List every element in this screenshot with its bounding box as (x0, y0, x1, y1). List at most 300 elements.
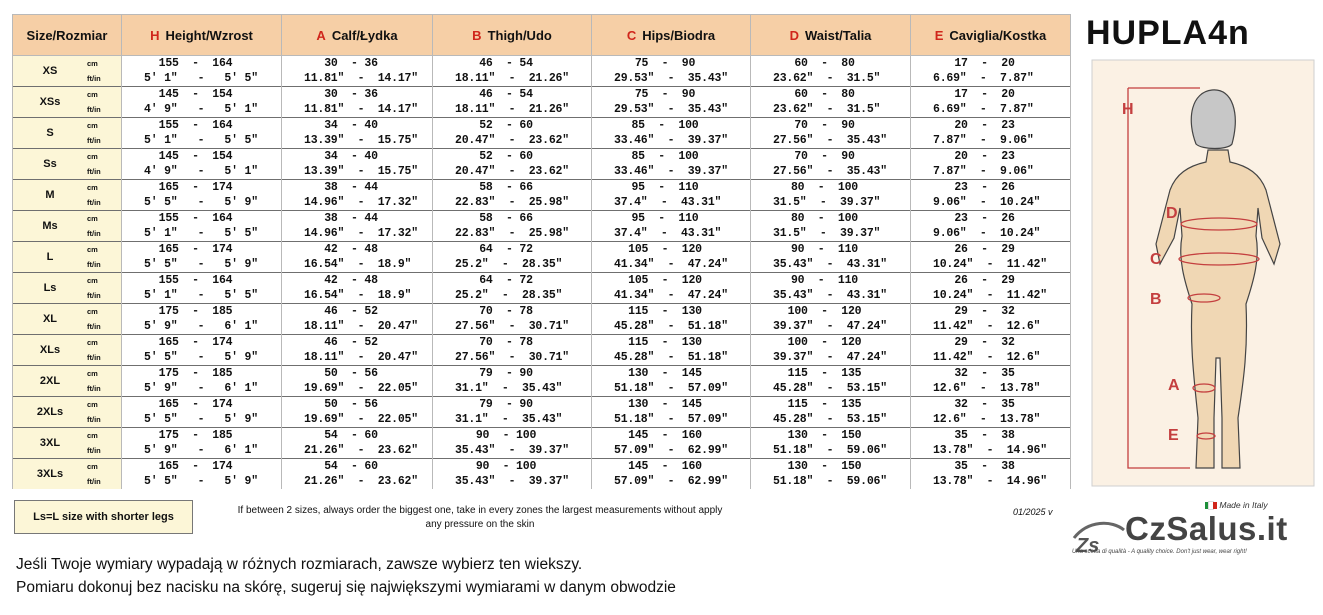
value-inches: 13.78" - 14.96" (933, 475, 1047, 488)
size-label: 3XLs (36, 468, 64, 480)
value-cm: 26 - 29 (954, 243, 1015, 256)
unit-labels (87, 56, 113, 86)
table-row (13, 118, 1071, 149)
sizing-note-english (200, 504, 760, 532)
unit-labels (87, 87, 113, 117)
value-cm: 75 - 90 (634, 88, 696, 101)
value-inches: 35.43" - 39.37" (455, 444, 569, 457)
value-cm: 52 - 60 (479, 150, 533, 163)
ankle-cell (911, 242, 1071, 273)
value-cm: 23 - 26 (954, 181, 1015, 194)
ankle-cell (911, 397, 1071, 428)
ankle-cell (911, 459, 1071, 490)
value-cm: 105 - 120 (628, 243, 702, 256)
value-cm: 46 - 52 (324, 305, 378, 318)
unit-cm: cm (87, 59, 98, 68)
value-cm: 130 - 145 (628, 398, 702, 411)
value-inches: 16.54" - 18.9" (304, 258, 412, 271)
value-inches: 10.24" - 11.42" (933, 258, 1047, 271)
value-cm: 130 - 145 (628, 367, 702, 380)
value-cm: 60 - 80 (794, 57, 855, 70)
size-cell (13, 211, 122, 242)
thigh-cell (433, 335, 592, 366)
height-cell (122, 366, 282, 397)
value-inches: 10.24" - 11.42" (933, 289, 1047, 302)
value-inches: 27.56" - 30.71" (455, 320, 569, 333)
unit-labels (87, 273, 113, 303)
value-inches: 11.42" - 12.6" (933, 320, 1041, 333)
body-measurement-figure (1090, 58, 1316, 488)
unit-ftin: ft/in (87, 229, 101, 238)
value-inches: 12.6" - 13.78" (933, 382, 1041, 395)
value-cm: 80 - 100 (790, 212, 858, 225)
value-inches: 18.11" - 20.47" (304, 351, 418, 364)
ankle-cell (911, 87, 1071, 118)
calf-cell (282, 211, 433, 242)
value-inches: 35.43" - 43.31" (773, 258, 887, 271)
value-inches: 5' 5" - 5' 9" (144, 475, 258, 488)
value-cm: 52 - 60 (479, 119, 533, 132)
unit-cm: cm (87, 276, 98, 285)
size-cell (13, 459, 122, 490)
ankle-cell (911, 56, 1071, 87)
unit-cm: cm (87, 338, 98, 347)
waist-cell (751, 56, 911, 87)
ankle-cell (911, 149, 1071, 180)
calf-cell (282, 242, 433, 273)
height-cell (122, 87, 282, 118)
value-cm: 70 - 90 (794, 119, 855, 132)
value-inches: 4' 9" - 5' 1" (144, 103, 258, 116)
value-cm: 54 - 60 (324, 429, 378, 442)
size-cell (13, 149, 122, 180)
waist-cell (751, 273, 911, 304)
value-inches: 51.18" - 59.06" (773, 444, 887, 457)
value-cm: 26 - 29 (954, 274, 1015, 287)
value-cm: 100 - 120 (787, 336, 862, 349)
value-inches: 22.83" - 25.98" (455, 227, 569, 240)
thigh-cell (433, 149, 592, 180)
table-row (13, 397, 1071, 428)
table-header-row (13, 15, 1071, 56)
header-label: Thigh/Udo (487, 27, 552, 43)
value-inches: 57.09" - 62.99" (614, 444, 728, 457)
size-label: Ls (43, 282, 57, 294)
unit-cm: cm (87, 121, 98, 130)
value-inches: 11.81" - 14.17" (304, 72, 418, 85)
value-cm: 64 - 72 (479, 243, 533, 256)
table-row (13, 242, 1071, 273)
size-cell (13, 242, 122, 273)
value-inches: 5' 5" - 5' 9" (144, 413, 258, 426)
value-cm: 145 - 154 (158, 150, 233, 163)
table-row (13, 149, 1071, 180)
waist-cell (751, 180, 911, 211)
value-inches: 29.53" - 35.43" (614, 72, 728, 85)
calf-cell (282, 118, 433, 149)
value-cm: 46 - 54 (479, 88, 533, 101)
value-cm: 38 - 44 (324, 181, 378, 194)
unit-labels (87, 242, 113, 272)
value-cm: 115 - 135 (787, 367, 862, 380)
value-cm: 95 - 110 (631, 212, 699, 225)
header-label: Height/Wzrost (165, 27, 253, 43)
ankle-cell (911, 304, 1071, 335)
size-cell (13, 397, 122, 428)
size-label: 2XL (39, 375, 61, 387)
height-cell (122, 459, 282, 490)
value-inches: 11.42" - 12.6" (933, 351, 1041, 364)
unit-ftin: ft/in (87, 353, 101, 362)
value-cm: 79 - 90 (479, 367, 533, 380)
value-inches: 45.28" - 51.18" (614, 320, 728, 333)
value-cm: 90 - 100 (475, 429, 537, 442)
size-label: L (46, 251, 54, 263)
hips-cell (592, 273, 751, 304)
hips-cell (592, 149, 751, 180)
hips-cell (592, 459, 751, 490)
ankle-cell (911, 335, 1071, 366)
height-cell (122, 335, 282, 366)
value-inches: 27.56" - 35.43" (773, 165, 887, 178)
value-inches: 13.39" - 15.75" (304, 165, 418, 178)
unit-cm: cm (87, 90, 98, 99)
size-cell (13, 87, 122, 118)
made-in-italy (1205, 500, 1268, 510)
polish-note-line-1: Jeśli Twoje wymiary wypadają w różnych rozmiarach, zawsze wybierz ten wiekszy. (16, 556, 583, 573)
value-cm: 75 - 90 (634, 57, 696, 70)
thigh-cell (433, 56, 592, 87)
size-label: Ms (42, 220, 58, 232)
value-cm: 64 - 72 (479, 274, 533, 287)
value-inches: 31.1" - 35.43" (455, 413, 563, 426)
size-cell (13, 273, 122, 304)
logo-mark: Zs (1076, 535, 1100, 557)
size-label: XL (42, 313, 58, 325)
calf-cell (282, 335, 433, 366)
thigh-cell (433, 366, 592, 397)
value-inches: 35.43" - 39.37" (455, 475, 569, 488)
size-label: S (46, 127, 54, 139)
value-cm: 115 - 130 (628, 305, 702, 318)
value-inches: 20.47" - 23.62" (455, 134, 569, 147)
legend-box: Ls=L size with shorter legs (14, 500, 193, 534)
unit-cm: cm (87, 400, 98, 409)
value-inches: 7.87" - 9.06" (933, 165, 1034, 178)
unit-ftin: ft/in (87, 260, 101, 269)
waist-cell (751, 118, 911, 149)
value-cm: 145 - 154 (158, 88, 233, 101)
value-cm: 105 - 120 (628, 274, 702, 287)
value-inches: 51.18" - 59.06" (773, 475, 887, 488)
value-cm: 95 - 110 (631, 181, 699, 194)
value-inches: 27.56" - 30.71" (455, 351, 569, 364)
value-inches: 14.96" - 17.32" (304, 196, 418, 209)
value-inches: 39.37" - 47.24" (773, 351, 887, 364)
value-cm: 85 - 100 (631, 119, 699, 132)
value-inches: 9.06" - 10.24" (933, 196, 1041, 209)
value-inches: 5' 5" - 5' 9" (144, 351, 258, 364)
unit-labels (87, 180, 113, 210)
value-cm: 34 - 40 (324, 150, 378, 163)
value-inches: 19.69" - 22.05" (304, 413, 418, 426)
thigh-cell (433, 273, 592, 304)
value-inches: 13.78" - 14.96" (933, 444, 1047, 457)
value-cm: 155 - 164 (158, 274, 233, 287)
value-cm: 20 - 23 (954, 150, 1015, 163)
value-cm: 70 - 90 (794, 150, 855, 163)
calf-cell (282, 459, 433, 490)
height-column-header (122, 15, 282, 56)
table-row (13, 180, 1071, 211)
size-cell (13, 428, 122, 459)
value-cm: 58 - 66 (479, 181, 533, 194)
value-inches: 25.2" - 28.35" (455, 258, 563, 271)
sizing-note-polish (16, 553, 676, 599)
value-cm: 30 - 36 (324, 57, 378, 70)
height-cell (122, 180, 282, 211)
figure-label-h: H (1122, 101, 1134, 118)
waist-cell (751, 397, 911, 428)
value-inches: 45.28" - 51.18" (614, 351, 728, 364)
value-inches: 13.39" - 15.75" (304, 134, 418, 147)
hips-cell (592, 397, 751, 428)
waist-cell (751, 459, 911, 490)
thigh-cell (433, 304, 592, 335)
value-inches: 22.83" - 25.98" (455, 196, 569, 209)
unit-ftin: ft/in (87, 136, 101, 145)
thigh-cell (433, 397, 592, 428)
hips-cell (592, 242, 751, 273)
waist-cell (751, 366, 911, 397)
figure-label-b: B (1150, 291, 1162, 308)
value-cm: 32 - 35 (954, 398, 1015, 411)
value-inches: 31.5" - 39.37" (773, 227, 881, 240)
value-inches: 37.4" - 43.31" (614, 227, 722, 240)
value-inches: 31.5" - 39.37" (773, 196, 881, 209)
value-inches: 23.62" - 31.5" (773, 103, 881, 116)
made-in-text: Made in Italy (1219, 500, 1268, 510)
waist-column-header (751, 15, 911, 56)
value-cm: 100 - 120 (787, 305, 862, 318)
header-label: Calf/Łydka (331, 27, 398, 43)
size-label: 3XL (39, 437, 61, 449)
logo-tagline: Una scelta di qualità - A quality choice. Don't just wear, wear right! (1072, 549, 1247, 555)
unit-cm: cm (87, 307, 98, 316)
value-cm: 32 - 35 (954, 367, 1015, 380)
unit-cm: cm (87, 245, 98, 254)
ankle-cell (911, 366, 1071, 397)
value-cm: 60 - 80 (794, 88, 855, 101)
italy-flag-icon (1205, 500, 1217, 510)
ankle-cell (911, 180, 1071, 211)
figure-label-c: C (1150, 251, 1162, 268)
unit-labels (87, 118, 113, 148)
header-label: Waist/Talia (804, 27, 872, 43)
ankle-cell (911, 118, 1071, 149)
value-cm: 70 - 78 (479, 305, 533, 318)
value-cm: 17 - 20 (954, 88, 1015, 101)
hips-cell (592, 87, 751, 118)
value-cm: 54 - 60 (324, 460, 378, 473)
value-inches: 18.11" - 20.47" (304, 320, 418, 333)
size-label: XS (42, 65, 58, 77)
waist-cell (751, 87, 911, 118)
value-cm: 80 - 100 (790, 181, 858, 194)
waist-cell (751, 304, 911, 335)
product-title: HUPLA4n (1086, 14, 1250, 52)
value-inches: 4' 9" - 5' 1" (144, 165, 258, 178)
value-cm: 17 - 20 (954, 57, 1015, 70)
value-cm: 58 - 66 (479, 212, 533, 225)
polish-note-line-2: Pomiaru dokonuj bez nacisku na skórę, sugeruj się największymi wymiarami w danym obwodzie (16, 579, 676, 596)
value-cm: 155 - 164 (158, 212, 233, 225)
unit-labels (87, 459, 113, 489)
value-cm: 50 - 56 (324, 398, 378, 411)
height-cell (122, 56, 282, 87)
value-cm: 38 - 44 (324, 212, 378, 225)
value-inches: 5' 1" - 5' 5" (144, 227, 258, 240)
value-inches: 6.69" - 7.87" (933, 72, 1034, 85)
calf-cell (282, 87, 433, 118)
unit-ftin: ft/in (87, 384, 101, 393)
figure-label-a: A (1168, 377, 1180, 394)
value-inches: 45.28" - 53.15" (773, 413, 887, 426)
header-letter: E (934, 27, 944, 43)
value-cm: 85 - 100 (631, 150, 699, 163)
header-label: Caviglia/Kostka (949, 27, 1047, 43)
unit-ftin: ft/in (87, 198, 101, 207)
ankle-cell (911, 273, 1071, 304)
header-label: Hips/Biodra (642, 27, 716, 43)
size-table (12, 14, 1071, 489)
unit-ftin: ft/in (87, 322, 101, 331)
size-cell (13, 118, 122, 149)
unit-cm: cm (87, 369, 98, 378)
height-cell (122, 118, 282, 149)
height-cell (122, 273, 282, 304)
calf-cell (282, 149, 433, 180)
calf-cell (282, 428, 433, 459)
value-cm: 46 - 54 (479, 57, 533, 70)
unit-labels (87, 211, 113, 241)
unit-labels (87, 149, 113, 179)
unit-cm: cm (87, 183, 98, 192)
value-cm: 30 - 36 (324, 88, 378, 101)
unit-labels (87, 428, 113, 458)
thigh-cell (433, 428, 592, 459)
figure-label-d: D (1166, 205, 1178, 222)
ankle-cell (911, 428, 1071, 459)
calf-column-header (282, 15, 433, 56)
thigh-cell (433, 87, 592, 118)
version-label: 01/2025 v (1013, 507, 1053, 517)
value-inches: 9.06" - 10.24" (933, 227, 1041, 240)
size-cell (13, 304, 122, 335)
table-row (13, 335, 1071, 366)
value-inches: 29.53" - 35.43" (614, 103, 728, 116)
value-inches: 5' 5" - 5' 9" (144, 196, 258, 209)
value-inches: 33.46" - 39.37" (614, 134, 728, 147)
hips-cell (592, 335, 751, 366)
unit-ftin: ft/in (87, 415, 101, 424)
table-row (13, 87, 1071, 118)
size-cell (13, 180, 122, 211)
value-cm: 34 - 40 (324, 119, 378, 132)
table-row (13, 428, 1071, 459)
unit-ftin: ft/in (87, 167, 101, 176)
thigh-cell (433, 118, 592, 149)
header-letter: A (316, 27, 326, 43)
value-inches: 21.26" - 23.62" (304, 475, 418, 488)
value-inches: 57.09" - 62.99" (614, 475, 728, 488)
hips-cell (592, 56, 751, 87)
table-row (13, 211, 1071, 242)
value-cm: 175 - 185 (158, 367, 233, 380)
value-inches: 27.56" - 35.43" (773, 134, 887, 147)
size-label: M (45, 189, 55, 201)
value-inches: 37.4" - 43.31" (614, 196, 722, 209)
value-cm: 130 - 150 (787, 460, 862, 473)
value-inches: 12.6" - 13.78" (933, 413, 1041, 426)
value-cm: 155 - 164 (158, 119, 233, 132)
sizing-note-line-1: If between 2 sizes, always order the biggest one, take in every zones the largest measurements without apply (237, 505, 723, 516)
thigh-column-header (433, 15, 592, 56)
value-cm: 175 - 185 (158, 305, 233, 318)
value-inches: 5' 5" - 5' 9" (144, 258, 258, 271)
value-inches: 31.1" - 35.43" (455, 382, 563, 395)
value-cm: 20 - 23 (954, 119, 1015, 132)
size-cell (13, 56, 122, 87)
value-cm: 165 - 174 (158, 460, 233, 473)
height-cell (122, 149, 282, 180)
ankle-cell (911, 211, 1071, 242)
value-cm: 145 - 160 (628, 429, 702, 442)
value-inches: 5' 1" - 5' 5" (144, 72, 258, 85)
value-cm: 42 - 48 (324, 274, 378, 287)
value-inches: 41.34" - 47.24" (614, 258, 728, 271)
waist-cell (751, 335, 911, 366)
size-cell (13, 335, 122, 366)
hips-cell (592, 211, 751, 242)
value-inches: 39.37" - 47.24" (773, 320, 887, 333)
hips-cell (592, 304, 751, 335)
unit-labels (87, 304, 113, 334)
unit-ftin: ft/in (87, 477, 101, 486)
value-cm: 29 - 32 (954, 336, 1015, 349)
size-label: Ss (43, 158, 57, 170)
size-label: 2XLs (36, 406, 64, 418)
header-letter: B (472, 27, 482, 43)
logo-text: CzSalus.it (1125, 510, 1288, 547)
unit-cm: cm (87, 214, 98, 223)
table-row (13, 366, 1071, 397)
waist-cell (751, 211, 911, 242)
value-inches: 20.47" - 23.62" (455, 165, 569, 178)
value-inches: 51.18" - 57.09" (614, 382, 728, 395)
calf-cell (282, 273, 433, 304)
value-inches: 41.34" - 47.24" (614, 289, 728, 302)
calf-cell (282, 304, 433, 335)
hips-column-header (592, 15, 751, 56)
unit-ftin: ft/in (87, 291, 101, 300)
value-inches: 23.62" - 31.5" (773, 72, 881, 85)
value-cm: 79 - 90 (479, 398, 533, 411)
value-cm: 175 - 185 (158, 429, 233, 442)
unit-cm: cm (87, 431, 98, 440)
value-inches: 5' 9" - 6' 1" (144, 382, 258, 395)
thigh-cell (433, 459, 592, 490)
